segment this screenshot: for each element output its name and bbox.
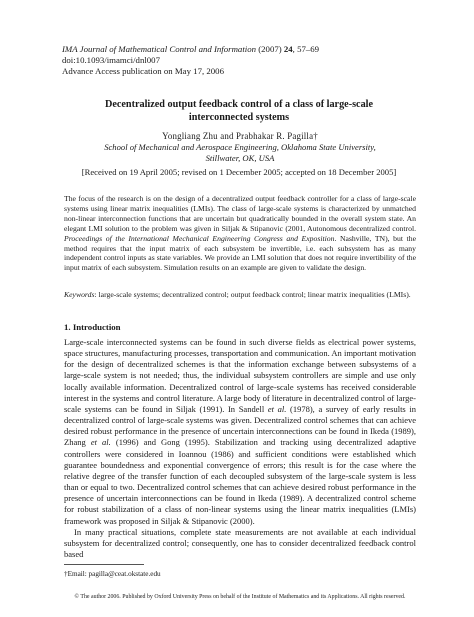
footnote: †Email: pagilla@ceat.okstate.edu [64,570,161,578]
title-line-2: interconnected systems [188,112,290,123]
access-date: Advance Access publication on May 17, 2006 [62,66,224,76]
journal-volume: 24 [283,44,293,54]
keywords [64,290,416,300]
body-text [64,337,416,560]
p1-text-a: Large-scale interconnected systems can be found in such diverse fields as electrical power systems, space structures, manufacturing processes, transportation and communication. An important motivation for the design of decentralized schemes is that the information exchange between subsystems of a large-scale system is not needed; thus, the individual subsystem controllers are simple and use only locally available information. Decentralized control of large-scale systems has received considerable interest in the systems and control literature. A large body of literature in decentralized control of large-scale systems can be found in Siljak (1991). In Sandell [64,337,416,414]
paragraph-2: In many practical situations, complete state measurements are not available at each individual subsystem for decentralized control; consequently, one has to consider decentralized feedback control based [64,526,416,559]
section-heading [64,322,121,332]
journal-year: (2007) [258,44,282,54]
abstract-text-1: The focus of the research is on the design of a decentralized output feedback controller for a class of large-scale systems using linear matrix inequalities (LMIs). The class of large-scale systems is characterized by unmatched non-linear interconnection functions that are uncertain but quadratically bounded in the overall system state. An elegant LMI solution to the problem was given in Siljak & Stipanovic (2001, Autonomous decentralized control. [64,194,416,233]
abstract [64,194,416,273]
abstract-italic-citation: Proceedings of the International Mechanical Engineering Congress and Exposition [64,233,335,243]
footnote-rule [64,564,144,565]
abstract-text-2: . Nashville, TN), but the method requires that the input matrix of each subsystem be invertible, i.e. each subsystem has as many independent control inputs as state variables. We provide an LMI solution that does not require invertibility of the input matrix of each subsystem. Simulation results on an example are given to validate the design. [64,233,416,273]
p1-text-c: (1996) and Gong (1995). Stabilization and tracking using decentralized adaptive controllers were considered in Ioannou (1986) and sufficient conditions were established which guarantee boundedness and exponential convergence of errors; this result is for the case where the relative degree of the transfer function of each decoupled subsystem of the large-scale system is less than or equal to two. Decentralized control schemes that can achieve desired robust performance in the presence of uncertain interconnections can be found in Ikeda (1989). A decentralized control scheme for robust stabilization of a class of non-linear systems using the linear matrix inequalities (LMIs) framework was proposed in Siljak & Stipanovic (2000). [64,437,417,526]
affiliation-line-2: Stillwater, OK, USA [205,153,275,163]
keywords-label: Keywords [64,290,95,299]
p1-etal-1: et al. [267,403,287,414]
received-dates: [Received on 19 April 2005; revised on 1 December 2005; accepted on 18 December 2005] [81,167,397,177]
section-title: Introduction [72,322,121,332]
affiliation [70,142,410,164]
copyright-notice: © The author 2006. Published by Oxford University Press on behalf of the Institute of Mathematics and its Applications. All rights reserved. [74,594,406,600]
journal-pages: , 57–69 [292,44,320,54]
paragraph-1 [64,337,416,527]
journal-header [62,44,319,77]
journal-name: IMA Journal of Mathematical Control and Information [62,44,257,54]
keywords-text: : large-scale systems; decentralized control; output feedback control; linear matrix inequalities (LMIs). [94,290,411,299]
doi[interactable]: doi:10.1093/imamci/dnl007 [62,55,160,65]
section-number: 1. [64,322,71,332]
p1-etal-2: et al. [90,437,111,448]
authors: Yongliang Zhu and Prabhakar R. Pagilla† [162,131,318,141]
p1-text-b: (1978), a survey of early results in decentralized control of large-scale systems was given. Decentralized control schemes that can achieve desired robust performance in the presence of uncertain interconnections can be found in Ikeda (1989), Zhang [64,403,416,448]
paper-title [80,98,398,124]
title-line-1: Decentralized output feedback control of a class of large-scale [104,99,374,110]
affiliation-line-1: School of Mechanical and Aerospace Engineering, Oklahoma State University, [104,142,376,152]
journal-citation [62,44,319,55]
